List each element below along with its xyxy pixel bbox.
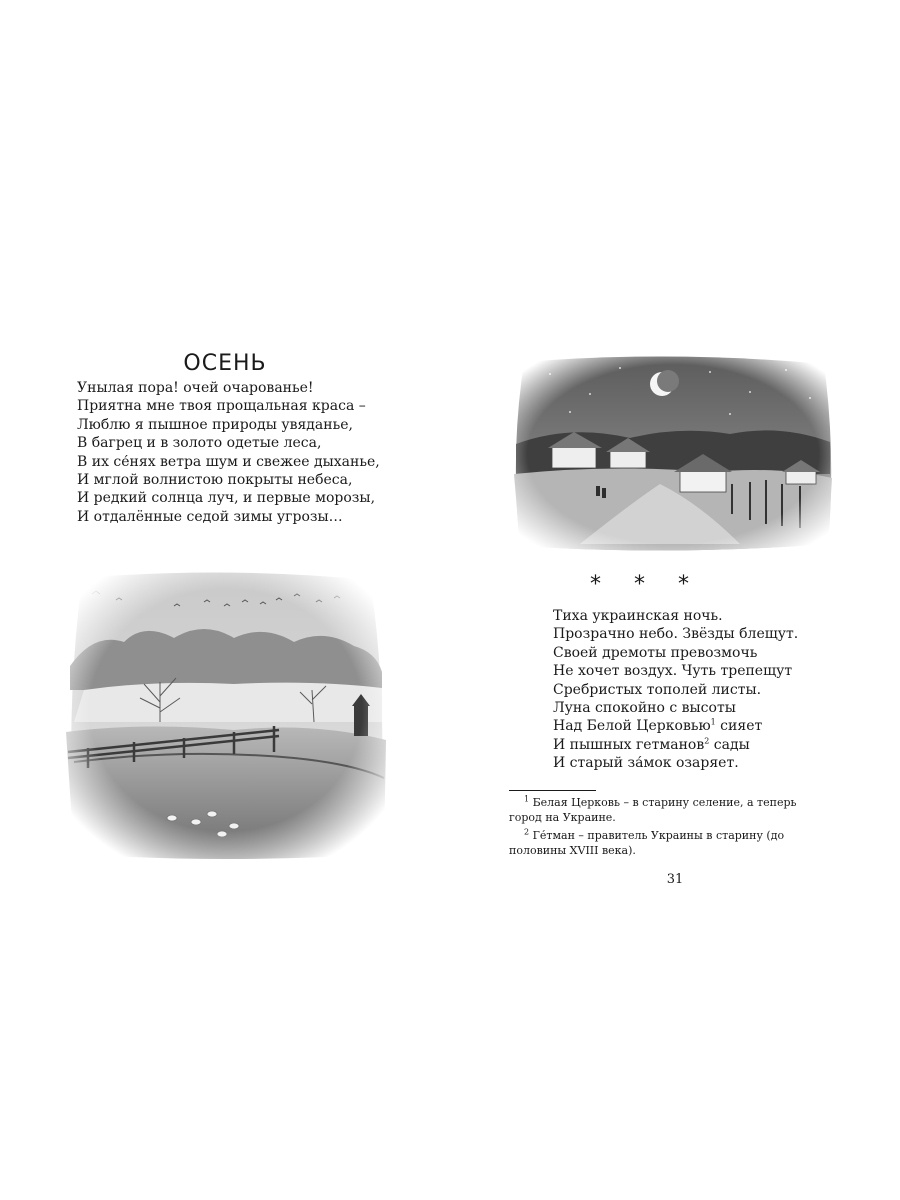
poem-autumn: [77, 379, 380, 526]
poem-line-text: сияет: [715, 718, 763, 735]
poem-line-text: И пышных гетманов: [553, 736, 705, 753]
poem-title: ОСЕНЬ: [183, 350, 267, 376]
poem-line: Прозрачно небо. Звёзды блещут.: [553, 626, 799, 643]
poem-ukrainian-night: [553, 607, 798, 773]
footnote-mark: 2: [524, 827, 530, 837]
poem-line-text: сады: [709, 736, 750, 753]
poem-line: И мглой волнистою покрыты небеса,: [77, 472, 353, 489]
footnote-divider: [509, 790, 596, 791]
poem-line: И редкий солнца луч, и первые морозы,: [77, 490, 376, 507]
poem-line: Не хочет воздух. Чуть трепещут: [553, 663, 793, 680]
section-separator: * * *: [590, 572, 702, 597]
poem-line: В багрец и в золото одетые леса,: [77, 435, 322, 452]
poem-line: Луна спокойно с высоты: [553, 700, 736, 717]
poem-line: В их се́нях ветра шум и свежее дыханье,: [77, 453, 380, 470]
footnote-text: Белая Церковь – в старину селение, а теперь город на Украине.: [509, 796, 797, 825]
poem-line: Приятна мне твоя прощальная краса –: [77, 398, 366, 415]
footnote-text: Ге́тман – правитель Украины в старину (до половины XVIII века).: [509, 828, 785, 858]
autumn-field-illustration: [64, 572, 388, 860]
footnote-ref: 1: [710, 717, 716, 727]
footnote-mark: 1: [524, 794, 530, 804]
poem-line: И старый за́мок озаряет.: [553, 755, 739, 772]
poem-line: Унылая пора! очей очарованье!: [77, 380, 314, 396]
poem-line: Сребристых тополей листы.: [553, 681, 762, 698]
poem-line: [553, 736, 798, 754]
night-village-illustration: [510, 354, 836, 554]
poem-line-text: Над Белой Церковью: [553, 718, 711, 735]
footnote-ref: 2: [704, 736, 710, 746]
right-page: [450, 0, 900, 1200]
footnote: [509, 795, 831, 826]
poem-line: И отдалённые седой зимы угрозы…: [77, 508, 343, 525]
poem-line: Люблю я пышное природы увяданье,: [77, 416, 353, 433]
poem-line: Своей дремоты превозмочь: [553, 644, 758, 661]
poem-line: Тиха украинская ночь.: [553, 608, 723, 624]
footnote: [509, 828, 831, 859]
footnotes: [509, 795, 831, 861]
page-number: 31: [666, 872, 684, 887]
poem-line: [553, 717, 798, 735]
